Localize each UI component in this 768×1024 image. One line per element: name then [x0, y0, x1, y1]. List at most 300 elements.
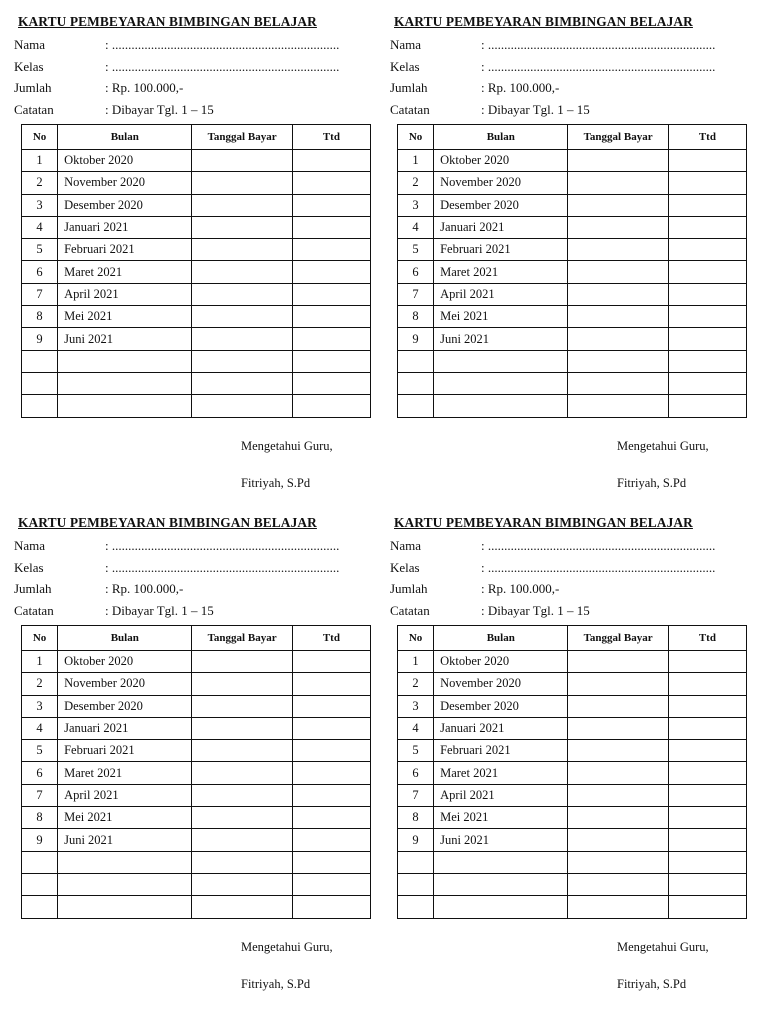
info-label: Kelas: [390, 559, 420, 575]
row-month: Desember 2020: [434, 194, 568, 216]
payment-date-cell[interactable]: [192, 328, 292, 350]
row-number: [22, 896, 58, 918]
signature-cell[interactable]: [668, 350, 746, 372]
row-month: November 2020: [58, 172, 192, 194]
row-month: Januari 2021: [434, 216, 568, 238]
signature-cell[interactable]: [292, 896, 370, 918]
table-row: [398, 651, 747, 673]
signature-cell[interactable]: [668, 896, 746, 918]
column-header: Bulan: [58, 125, 192, 150]
table-row: [398, 784, 747, 806]
info-value: : ......................................................................: [481, 37, 716, 52]
row-month: [434, 395, 568, 417]
signature-cell[interactable]: [292, 695, 370, 717]
signature-cell[interactable]: [292, 350, 370, 372]
payment-date-cell[interactable]: [568, 350, 668, 372]
payment-date-cell[interactable]: [568, 216, 668, 238]
table-row: [398, 673, 747, 695]
table-row: [398, 829, 747, 851]
info-value: : Dibayar Tgl. 1 – 15: [481, 102, 590, 118]
table-row: [22, 851, 371, 873]
row-month: [434, 372, 568, 394]
payment-date-cell[interactable]: [568, 172, 668, 194]
row-number: 7: [398, 283, 434, 305]
table-row: [22, 673, 371, 695]
signature-cell[interactable]: [292, 239, 370, 261]
row-number: 4: [398, 717, 434, 739]
row-number: [398, 395, 434, 417]
column-header: No: [22, 626, 58, 651]
row-number: [22, 395, 58, 417]
row-number: 7: [22, 784, 58, 806]
teacher-name: Fitriyah, S.Pd: [241, 977, 311, 991]
row-month: Juni 2021: [434, 829, 568, 851]
info-label: Kelas: [14, 559, 44, 575]
signature-cell[interactable]: [292, 261, 370, 283]
row-number: 3: [22, 695, 58, 717]
row-month: Mei 2021: [58, 306, 192, 328]
signature-cell[interactable]: [668, 829, 746, 851]
info-value: : ......................................................................: [481, 559, 716, 575]
signature-cell[interactable]: [668, 194, 746, 216]
payment-date-cell[interactable]: [192, 239, 292, 261]
payment-date-cell[interactable]: [568, 651, 668, 673]
table-header-row: [22, 125, 371, 150]
row-month: Desember 2020: [434, 695, 568, 717]
table-row: [398, 695, 747, 717]
payment-date-cell[interactable]: [568, 239, 668, 261]
row-month: Oktober 2020: [58, 651, 192, 673]
card-title: KARTU PEMBEYARAN BIMBINGAN BELAJAR: [18, 14, 317, 29]
table-header-row: [22, 626, 371, 651]
payment-date-cell[interactable]: [192, 873, 292, 895]
row-number: 6: [398, 261, 434, 283]
signature-cell[interactable]: [292, 717, 370, 739]
payment-date-cell[interactable]: [192, 784, 292, 806]
column-header: Ttd: [292, 125, 370, 150]
row-number: 4: [22, 216, 58, 238]
row-month: Oktober 2020: [434, 651, 568, 673]
row-month: April 2021: [434, 283, 568, 305]
payment-date-cell[interactable]: [192, 372, 292, 394]
table-row: [22, 695, 371, 717]
row-month: Januari 2021: [434, 717, 568, 739]
table-row: [398, 172, 747, 194]
row-number: 8: [398, 807, 434, 829]
row-month: Maret 2021: [58, 762, 192, 784]
table-row: [22, 784, 371, 806]
payment-table: [397, 124, 747, 418]
row-month: Januari 2021: [58, 717, 192, 739]
row-number: 1: [398, 150, 434, 172]
payment-date-cell[interactable]: [192, 740, 292, 762]
row-number: 9: [22, 328, 58, 350]
payment-date-cell[interactable]: [192, 695, 292, 717]
row-number: 7: [398, 784, 434, 806]
payment-table: [21, 124, 371, 418]
table-row: [22, 740, 371, 762]
table-row: [398, 851, 747, 873]
payment-date-cell[interactable]: [192, 395, 292, 417]
payment-date-cell[interactable]: [568, 829, 668, 851]
payment-date-cell[interactable]: [568, 807, 668, 829]
payment-date-cell[interactable]: [568, 873, 668, 895]
table-row: [22, 807, 371, 829]
row-number: 8: [22, 306, 58, 328]
info-label: Jumlah: [390, 581, 428, 597]
signature-cell[interactable]: [292, 328, 370, 350]
row-month: [58, 395, 192, 417]
row-number: 3: [398, 695, 434, 717]
payment-date-cell[interactable]: [192, 762, 292, 784]
column-header: Tanggal Bayar: [568, 125, 668, 150]
signature-cell[interactable]: [668, 740, 746, 762]
payment-date-cell[interactable]: [192, 306, 292, 328]
payment-date-cell[interactable]: [568, 695, 668, 717]
row-number: 8: [398, 306, 434, 328]
payment-date-cell[interactable]: [192, 150, 292, 172]
table-row: [22, 350, 371, 372]
signature-cell[interactable]: [668, 695, 746, 717]
column-header: Bulan: [434, 626, 568, 651]
row-number: 5: [398, 239, 434, 261]
column-header: No: [398, 626, 434, 651]
signature-cell[interactable]: [292, 807, 370, 829]
signature-cell[interactable]: [292, 306, 370, 328]
column-header: No: [398, 125, 434, 150]
row-number: 2: [22, 673, 58, 695]
row-number: [22, 350, 58, 372]
acknowledge-text: Mengetahui Guru,: [241, 940, 333, 954]
row-month: November 2020: [434, 673, 568, 695]
info-value: : ......................................................................: [105, 37, 340, 52]
column-header: Tanggal Bayar: [192, 626, 292, 651]
row-number: 4: [22, 717, 58, 739]
signature-cell[interactable]: [668, 372, 746, 394]
payment-date-cell[interactable]: [192, 807, 292, 829]
signature-cell[interactable]: [668, 807, 746, 829]
info-value: : Dibayar Tgl. 1 – 15: [481, 603, 590, 619]
signature-cell[interactable]: [292, 762, 370, 784]
table-row: [398, 306, 747, 328]
row-number: [398, 372, 434, 394]
info-value: : Dibayar Tgl. 1 – 15: [105, 603, 214, 619]
row-month: [58, 873, 192, 895]
row-number: 9: [22, 829, 58, 851]
payment-date-cell[interactable]: [568, 784, 668, 806]
row-number: 6: [22, 261, 58, 283]
row-month: Februari 2021: [58, 740, 192, 762]
signature-cell[interactable]: [292, 172, 370, 194]
row-number: 7: [22, 283, 58, 305]
signature-cell[interactable]: [668, 651, 746, 673]
signature-cell[interactable]: [668, 762, 746, 784]
row-month: [58, 851, 192, 873]
signature-cell[interactable]: [668, 717, 746, 739]
row-number: 3: [398, 194, 434, 216]
table-row: [22, 306, 371, 328]
table-row: [398, 194, 747, 216]
payment-date-cell[interactable]: [192, 283, 292, 305]
signature-cell[interactable]: [292, 740, 370, 762]
info-label: Catatan: [390, 102, 430, 118]
row-number: [22, 851, 58, 873]
row-number: 1: [22, 651, 58, 673]
row-month: Mei 2021: [434, 306, 568, 328]
column-header: Bulan: [58, 626, 192, 651]
info-value: : Dibayar Tgl. 1 – 15: [105, 102, 214, 118]
payment-date-cell[interactable]: [568, 328, 668, 350]
info-label: Catatan: [14, 102, 54, 118]
row-number: 5: [22, 239, 58, 261]
info-label: Catatan: [14, 603, 54, 619]
row-number: 1: [398, 651, 434, 673]
card-title: KARTU PEMBEYARAN BIMBINGAN BELAJAR: [394, 14, 693, 29]
row-number: 9: [398, 829, 434, 851]
column-header: Tanggal Bayar: [568, 626, 668, 651]
info-label: Kelas: [14, 58, 44, 74]
payment-date-cell[interactable]: [568, 851, 668, 873]
signature-cell[interactable]: [292, 873, 370, 895]
info-value: : ......................................................................: [105, 58, 340, 74]
info-label: Nama: [390, 37, 422, 52]
payment-date-cell[interactable]: [192, 829, 292, 851]
payment-date-cell[interactable]: [192, 350, 292, 372]
info-value: : Rp. 100.000,-: [105, 80, 184, 96]
row-number: [22, 372, 58, 394]
table-row: [398, 762, 747, 784]
table-row: [22, 395, 371, 417]
payment-date-cell[interactable]: [192, 896, 292, 918]
table-row: [398, 807, 747, 829]
row-month: [58, 896, 192, 918]
table-row: [398, 717, 747, 739]
row-month: Februari 2021: [434, 239, 568, 261]
row-month: April 2021: [58, 784, 192, 806]
card-title: KARTU PEMBEYARAN BIMBINGAN BELAJAR: [18, 515, 317, 530]
signature-cell[interactable]: [292, 673, 370, 695]
table-row: [398, 372, 747, 394]
teacher-name: Fitriyah, S.Pd: [241, 476, 311, 490]
signature-cell[interactable]: [292, 283, 370, 305]
row-month: Desember 2020: [58, 695, 192, 717]
row-month: Oktober 2020: [434, 150, 568, 172]
info-label: Nama: [390, 538, 422, 553]
signature-cell[interactable]: [668, 261, 746, 283]
payment-date-cell[interactable]: [192, 216, 292, 238]
row-month: Desember 2020: [58, 194, 192, 216]
table-row: [22, 762, 371, 784]
row-number: 2: [398, 172, 434, 194]
signature-cell[interactable]: [668, 673, 746, 695]
payment-date-cell[interactable]: [192, 851, 292, 873]
table-row: [398, 150, 747, 172]
acknowledge-text: Mengetahui Guru,: [241, 439, 333, 453]
row-month: [434, 873, 568, 895]
payment-table: [397, 625, 747, 919]
info-value: : Rp. 100.000,-: [481, 581, 560, 597]
signature-cell[interactable]: [668, 172, 746, 194]
row-number: 1: [22, 150, 58, 172]
table-row: [22, 239, 371, 261]
info-label: Nama: [14, 37, 46, 52]
payment-date-cell[interactable]: [192, 194, 292, 216]
row-month: [434, 350, 568, 372]
row-month: Mei 2021: [434, 807, 568, 829]
row-month: November 2020: [58, 673, 192, 695]
signature-cell[interactable]: [668, 784, 746, 806]
payment-table: [21, 625, 371, 919]
row-month: Juni 2021: [58, 829, 192, 851]
signature-cell[interactable]: [292, 372, 370, 394]
signature-cell[interactable]: [668, 216, 746, 238]
row-month: November 2020: [434, 172, 568, 194]
row-number: 8: [22, 807, 58, 829]
row-number: [22, 873, 58, 895]
table-row: [22, 261, 371, 283]
payment-date-cell[interactable]: [568, 673, 668, 695]
payment-date-cell[interactable]: [568, 896, 668, 918]
payment-date-cell[interactable]: [568, 150, 668, 172]
table-row: [22, 873, 371, 895]
row-number: 6: [398, 762, 434, 784]
table-row: [398, 873, 747, 895]
row-month: [58, 350, 192, 372]
signature-cell[interactable]: [292, 395, 370, 417]
payment-date-cell[interactable]: [192, 673, 292, 695]
table-row: [398, 261, 747, 283]
payment-date-cell[interactable]: [568, 740, 668, 762]
table-row: [22, 283, 371, 305]
payment-date-cell[interactable]: [568, 283, 668, 305]
info-value: : ......................................................................: [105, 559, 340, 575]
info-value: : Rp. 100.000,-: [481, 80, 560, 96]
signature-cell[interactable]: [292, 194, 370, 216]
row-number: [398, 350, 434, 372]
table-row: [398, 740, 747, 762]
row-number: 2: [398, 673, 434, 695]
table-row: [398, 239, 747, 261]
payment-date-cell[interactable]: [568, 261, 668, 283]
column-header: No: [22, 125, 58, 150]
payment-date-cell[interactable]: [568, 372, 668, 394]
column-header: Ttd: [292, 626, 370, 651]
table-row: [398, 395, 747, 417]
info-label: Jumlah: [14, 80, 52, 96]
info-value: : ......................................................................: [481, 58, 716, 74]
payment-date-cell[interactable]: [568, 717, 668, 739]
row-month: Juni 2021: [58, 328, 192, 350]
row-month: Maret 2021: [434, 762, 568, 784]
row-number: 9: [398, 328, 434, 350]
info-label: Kelas: [390, 58, 420, 74]
payment-date-cell[interactable]: [192, 717, 292, 739]
row-month: [434, 851, 568, 873]
signature-cell[interactable]: [292, 150, 370, 172]
row-month: Mei 2021: [58, 807, 192, 829]
info-label: Catatan: [390, 603, 430, 619]
row-number: 6: [22, 762, 58, 784]
table-row: [22, 717, 371, 739]
teacher-name: Fitriyah, S.Pd: [617, 476, 687, 490]
signature-cell[interactable]: [292, 829, 370, 851]
row-number: 4: [398, 216, 434, 238]
table-row: [22, 194, 371, 216]
signature-cell[interactable]: [668, 306, 746, 328]
row-month: April 2021: [434, 784, 568, 806]
row-number: 2: [22, 172, 58, 194]
signature-cell[interactable]: [668, 851, 746, 873]
row-number: [398, 873, 434, 895]
acknowledge-text: Mengetahui Guru,: [617, 439, 709, 453]
row-number: [398, 851, 434, 873]
info-label: Nama: [14, 538, 46, 553]
payment-date-cell[interactable]: [192, 651, 292, 673]
table-row: [22, 150, 371, 172]
row-number: [398, 896, 434, 918]
signature-cell[interactable]: [668, 283, 746, 305]
column-header: Ttd: [668, 125, 746, 150]
signature-cell[interactable]: [668, 150, 746, 172]
table-row: [22, 172, 371, 194]
info-value: : ......................................................................: [105, 538, 340, 553]
payment-date-cell[interactable]: [192, 261, 292, 283]
row-month: Oktober 2020: [58, 150, 192, 172]
table-row: [398, 328, 747, 350]
table-row: [22, 896, 371, 918]
signature-cell[interactable]: [668, 395, 746, 417]
payment-date-cell[interactable]: [568, 762, 668, 784]
table-row: [22, 372, 371, 394]
table-row: [398, 216, 747, 238]
signature-cell[interactable]: [668, 239, 746, 261]
teacher-name: Fitriyah, S.Pd: [617, 977, 687, 991]
row-number: 3: [22, 194, 58, 216]
payment-date-cell[interactable]: [568, 306, 668, 328]
payment-date-cell[interactable]: [568, 194, 668, 216]
payment-date-cell[interactable]: [192, 172, 292, 194]
column-header: Tanggal Bayar: [192, 125, 292, 150]
row-month: Maret 2021: [58, 261, 192, 283]
row-month: Januari 2021: [58, 216, 192, 238]
acknowledge-text: Mengetahui Guru,: [617, 940, 709, 954]
table-header-row: [398, 626, 747, 651]
info-label: Jumlah: [390, 80, 428, 96]
signature-cell[interactable]: [292, 651, 370, 673]
table-row: [22, 651, 371, 673]
column-header: Ttd: [668, 626, 746, 651]
row-month: Juni 2021: [434, 328, 568, 350]
row-month: Februari 2021: [434, 740, 568, 762]
info-value: : ......................................................................: [481, 538, 716, 553]
table-row: [22, 216, 371, 238]
row-month: Februari 2021: [58, 239, 192, 261]
column-header: Bulan: [434, 125, 568, 150]
row-month: Maret 2021: [434, 261, 568, 283]
row-month: April 2021: [58, 283, 192, 305]
signature-cell[interactable]: [668, 328, 746, 350]
signature-cell[interactable]: [292, 784, 370, 806]
table-row: [398, 350, 747, 372]
signature-cell[interactable]: [668, 873, 746, 895]
table-header-row: [398, 125, 747, 150]
signature-cell[interactable]: [292, 851, 370, 873]
info-value: : Rp. 100.000,-: [105, 581, 184, 597]
signature-cell[interactable]: [292, 216, 370, 238]
table-row: [22, 829, 371, 851]
payment-date-cell[interactable]: [568, 395, 668, 417]
info-label: Jumlah: [14, 581, 52, 597]
